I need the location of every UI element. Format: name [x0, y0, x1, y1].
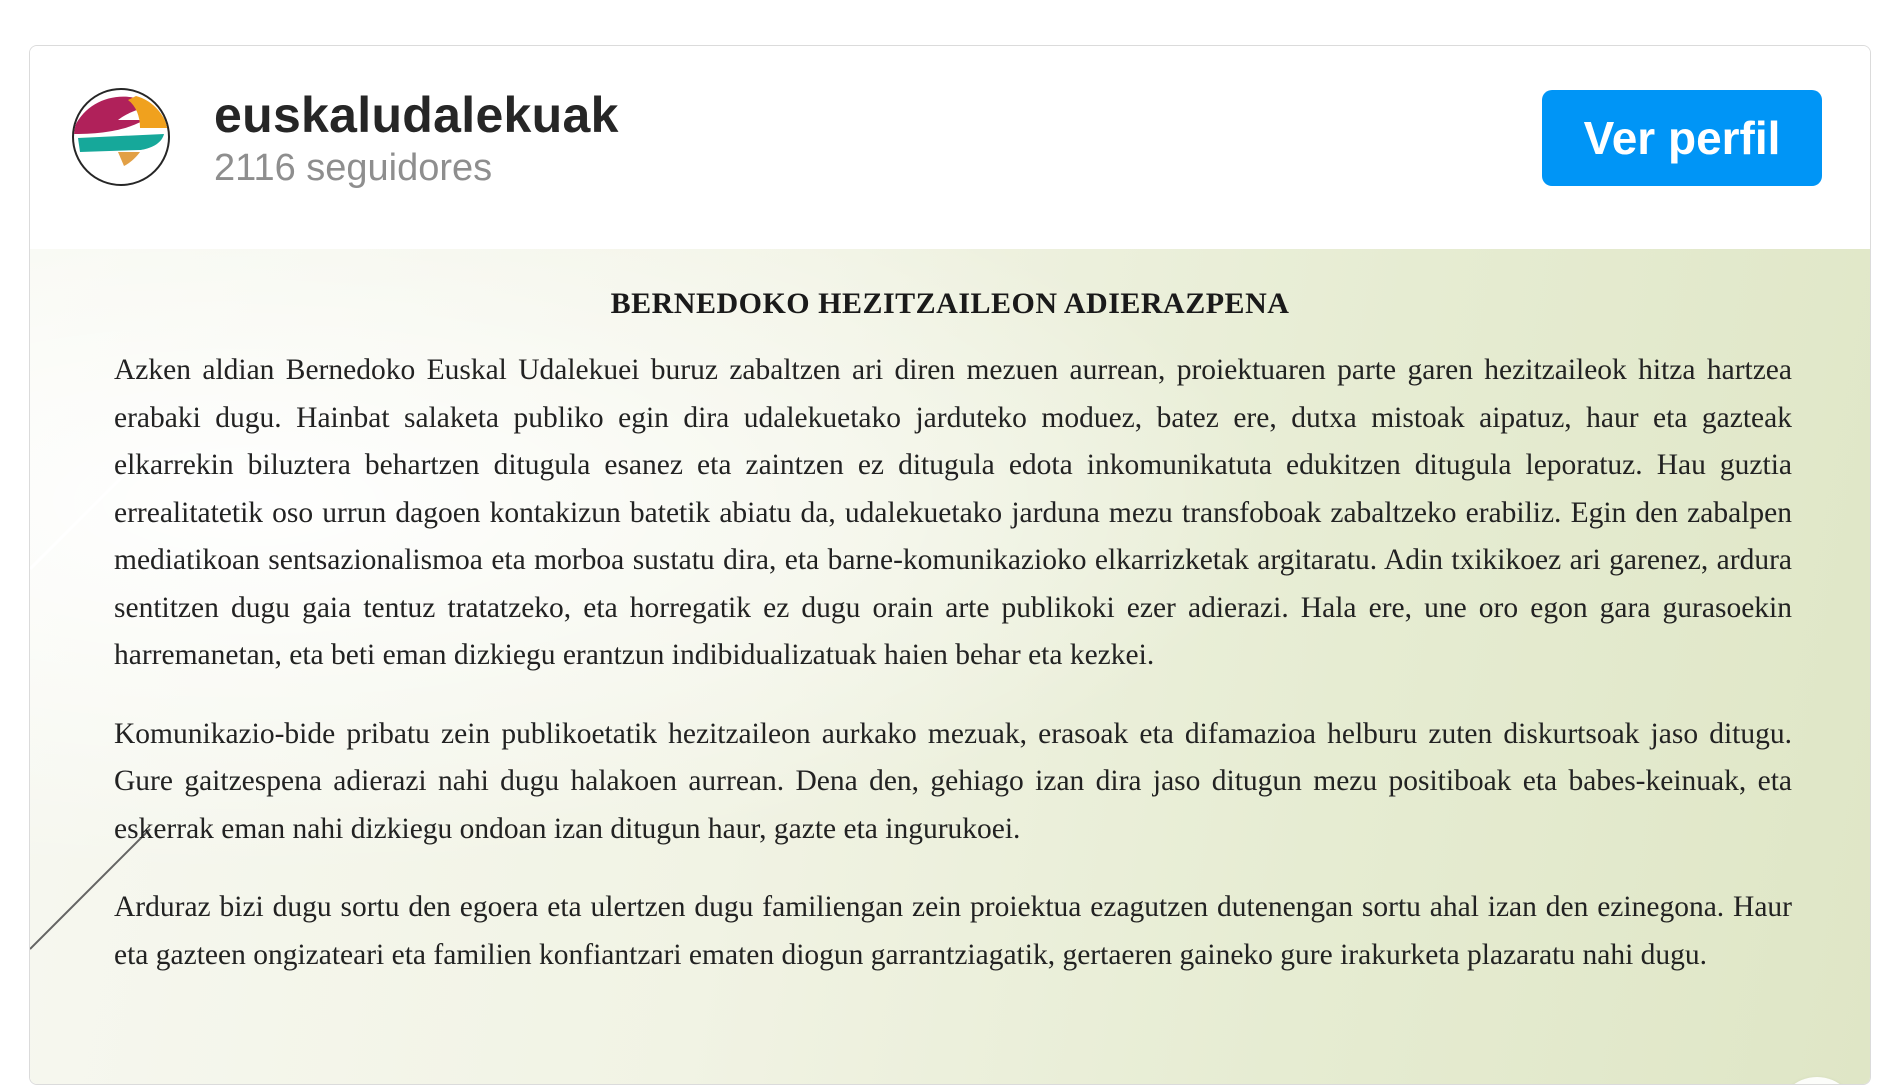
follower-count [214, 148, 492, 190]
document-paragraph-3: Arduraz bizi dugu sortu den egoera eta ulertzen dugu familiengan zein proiektua ezagutzen dutenengan sortu ahal izan den ezinegona. Haur eta gazteen ongizateari eta familien konfiantzari ematen diogun garrantziagatik, gertaeren gaineko gure irakurketa plazaratu nahi dugu. [114, 891, 1792, 971]
follower-count-label: seguidores [306, 147, 493, 189]
avatar[interactable] [72, 88, 170, 186]
document-paragraph-2: Komunikazio-bide pribatu zein publikoetatik hezitzaileon aurkako mezuak, erasoak eta difamazioa helburu zuten diskurtsoak jaso ditugu. Gure gaitzespena adierazi nahi dugu halakoen aurrean. Dena den, gehiago izan dira jaso ditugun mezu positiboak eta babes-keinuak, eta eskerrak eman nahi dizkiegu ondoan izan ditugun haur, gazte eta ingurukoei. [114, 717, 1792, 845]
profile-username[interactable]: euskaludalekuak [214, 87, 619, 143]
instagram-embed-card [29, 45, 1871, 1085]
view-profile-button[interactable]: Ver perfil [1542, 90, 1822, 186]
document-body [114, 347, 1792, 1010]
profile-header [30, 46, 1870, 249]
post-image [30, 249, 1870, 1085]
document-title: BERNEDOKO HEZITZAILEON ADIERAZPENA [610, 287, 1290, 320]
euskal-udalekuak-logo-icon [74, 90, 168, 184]
follower-count-number: 2116 [214, 147, 296, 189]
next-slide-button[interactable] [1777, 1077, 1857, 1085]
document-paragraph-1: Azken aldian Bernedoko Euskal Udalekuei buruz zabaltzen ari diren mezuen aurrean, proiektuaren parte garen hezitzaileok hitza hartzea erabaki dugu. Hainbat salaketa publiko egin dira udalekuetako jarduteko moduez, batez ere, dutxa mistoak aipatuz, haur eta gazteak elkarrekin biluztera behartzen ditugula esanez eta zaintzen ez ditugula edota inkomunikatuta edukitzen ditugula leporatuz. Hau guztia errealitatetik oso urrun dagoen kontakizun batetik abiatu da, udalekuetako jarduna mezu transfoboak zabaltzeko erabiliz. Egin den zabalpen mediatikoan sentsazionalismoa eta morboa sustatu dira, eta barne-komunikazioko elkarrizketak argitaratu. Adin txikikoez ari garenez, ardura sentitzen dugu gaia tentuz tratatzeko, eta horregatik ez dugu orain arte publikoki ezer adierazi. Hala ere, une oro egon gara gurasoekin harremanetan, eta beti eman dizkiegu erantzun indibidualizatuak haien behar eta kezkei. [114, 354, 1792, 671]
